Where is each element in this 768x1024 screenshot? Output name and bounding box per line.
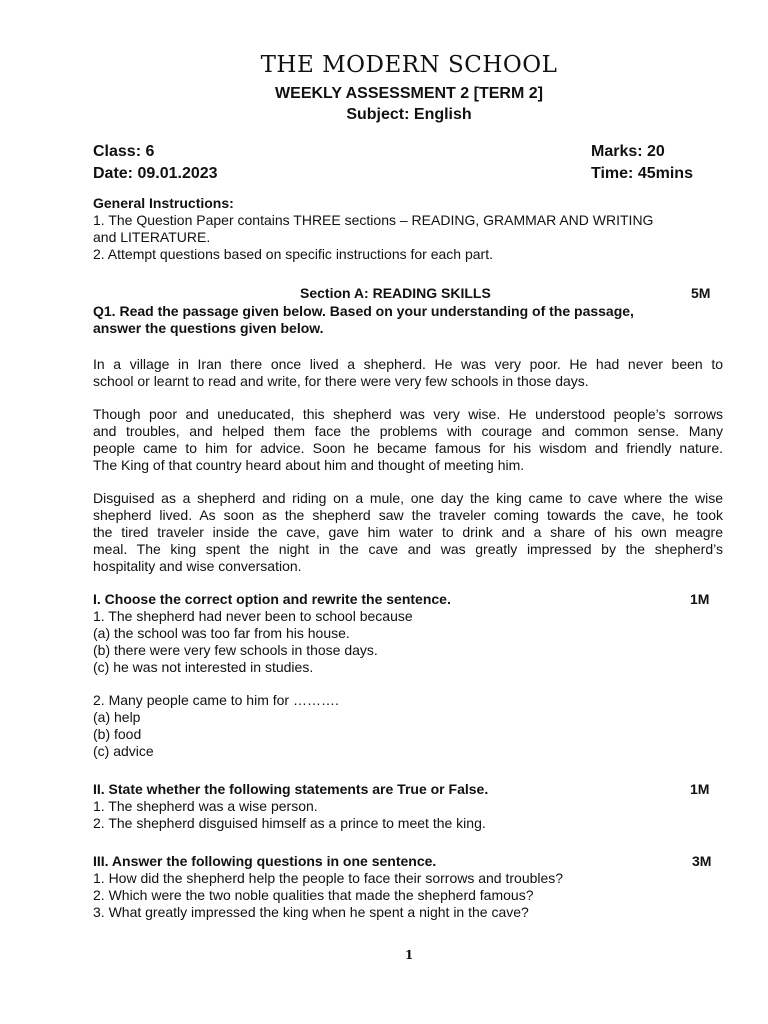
question-item: 3. What greatly impressed the king when he spent a night in the cave?: [93, 904, 529, 920]
passage-line: The King of that country heard about him and thought of meeting him.: [93, 457, 525, 473]
q1-instruction: [93, 303, 723, 337]
instruction-1: 1. The Question Paper contains THREE sections – READING, GRAMMAR AND WRITING: [93, 212, 654, 228]
passage-line: In a village in Iran there once lived a shepherd. He was very poor. He had never been to: [93, 356, 723, 372]
statement-item: 2. The shepherd disguised himself as a prince to meet the king.: [93, 815, 486, 831]
passage-paragraph-1: [93, 356, 723, 390]
assessment-title: WEEKLY ASSESSMENT 2 [TERM 2]: [275, 85, 543, 102]
passage-paragraph-3: [93, 490, 723, 575]
part-2: [93, 781, 723, 832]
school-name: THE MODERN SCHOOL: [260, 52, 558, 78]
part-3: [93, 853, 723, 921]
option-item: (b) food: [93, 726, 142, 742]
section-a-title: Section A: READING SKILLS: [300, 285, 491, 301]
part-2-heading: II. State whether the following statements are True or False.: [93, 781, 489, 797]
passage-line: Disguised as a shepherd and riding on a mule, one day the king came to cave where the wise: [93, 490, 723, 506]
marks-label: Marks: 20: [591, 143, 665, 160]
passage-line: shepherd lived. As soon as the shepherd saw the traveler coming towards the cave, he took: [93, 507, 723, 523]
instructions-heading: General Instructions:: [93, 195, 234, 211]
part-3-heading: III. Answer the following questions in one sentence.: [93, 853, 437, 869]
part-1-heading: I. Choose the correct option and rewrite the sentence.: [93, 591, 451, 607]
passage-line: school or learnt to read and write, for there were very few schools in those days.: [93, 373, 589, 389]
page-number: 1: [404, 948, 414, 962]
part-1-question-2-block: [93, 692, 723, 760]
class-label: Class: 6: [93, 143, 155, 160]
subject-title: Subject: English: [346, 106, 472, 123]
passage-paragraph-2: [93, 406, 723, 474]
part-3-marks: 3M: [692, 853, 712, 869]
part-1-question-1: 1. The shepherd had never been to school because: [93, 608, 413, 624]
instruction-2: 2. Attempt questions based on specific instructions for each part.: [93, 246, 493, 262]
option-item: (a) the school was too far from his house.: [93, 625, 350, 641]
q1-line-2: answer the questions given below.: [93, 320, 324, 336]
passage-line: people came to him for advice. Soon he became famous for his wisdom and friendly nature.: [93, 440, 723, 456]
statement-item: 1. The shepherd was a wise person.: [93, 798, 318, 814]
passage-line: hospitality and wise conversation.: [93, 558, 302, 574]
passage-line: Though poor and uneducated, this shepherd was very wise. He understood people’s sorrows: [93, 406, 723, 422]
part-1-marks: 1M: [690, 591, 710, 607]
option-item: (b) there were very few schools in those days.: [93, 642, 378, 658]
option-item: (a) help: [93, 709, 141, 725]
passage-line: and troubles, and helped them face the problems with courage and common sense. Many: [93, 423, 723, 439]
question-item: 1. How did the shepherd help the people to face their sorrows and troubles?: [93, 870, 564, 886]
option-item: (c) he was not interested in studies.: [93, 659, 314, 675]
question-item: 2. Which were the two noble qualities that made the shepherd famous?: [93, 887, 534, 903]
date-label: Date: 09.01.2023: [93, 165, 218, 182]
passage-line: meal. The king spent the night in the cave and was greatly impressed by the shepherd’s: [93, 541, 723, 557]
instruction-1-continued: and LITERATURE.: [93, 229, 211, 245]
general-instructions: [93, 195, 723, 263]
passage-line: the tired traveler inside the cave, gave him water to drink and a share of his own meagre: [93, 524, 723, 540]
time-label: Time: 45mins: [591, 165, 693, 182]
part-1-question-2: 2. Many people came to him for ……….: [93, 692, 339, 708]
section-a-marks: 5M: [691, 285, 711, 301]
option-item: (c) advice: [93, 743, 154, 759]
part-2-marks: 1M: [690, 781, 710, 797]
q1-line-1: Q1. Read the passage given below. Based on your understanding of the passage,: [93, 303, 634, 319]
part-1: [93, 591, 723, 676]
